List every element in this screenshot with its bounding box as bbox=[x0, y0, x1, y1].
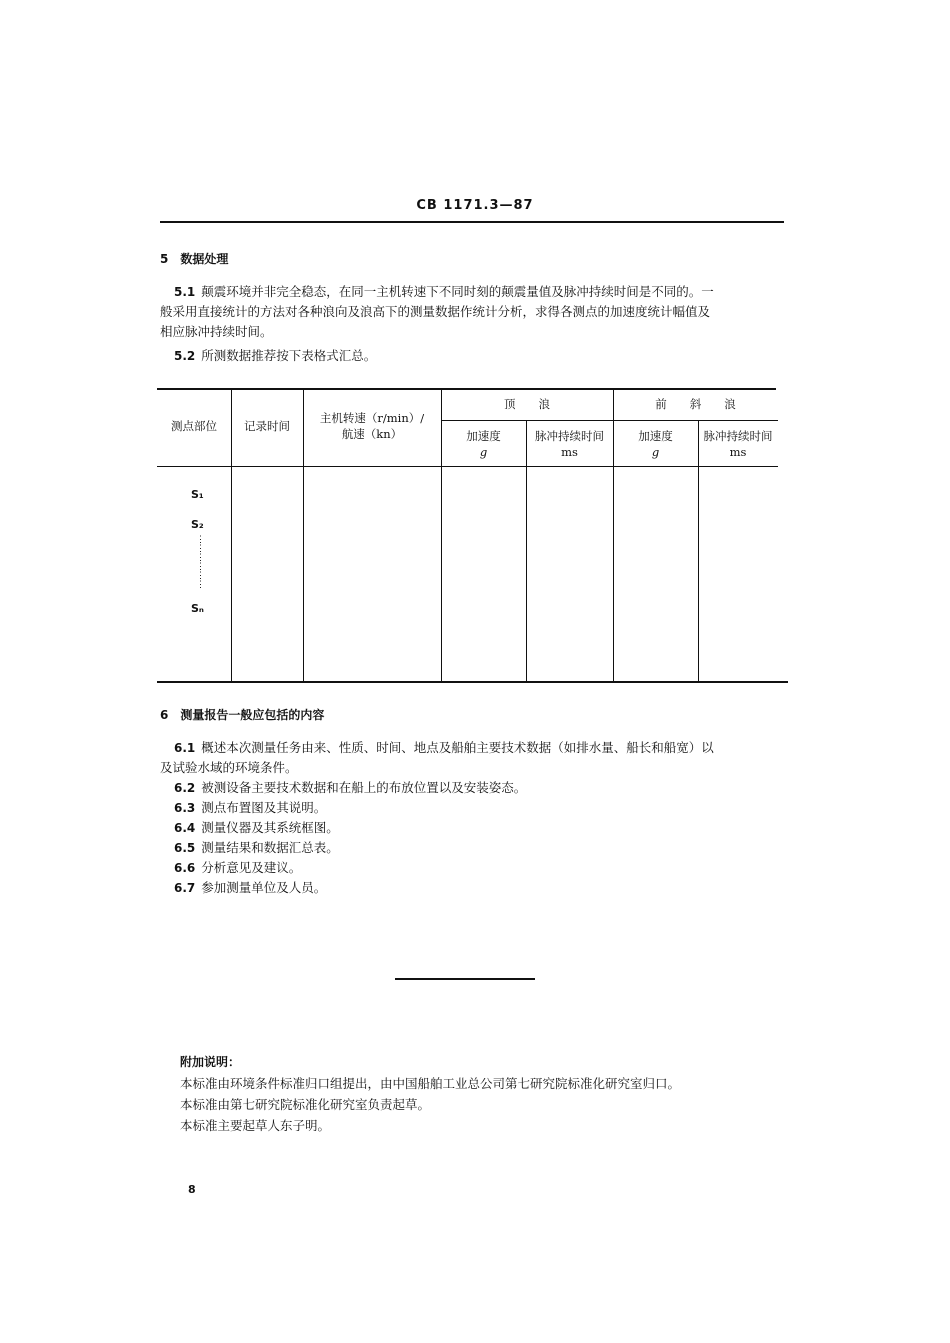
item-number: 6.5 bbox=[174, 841, 196, 855]
item-number: 6.2 bbox=[174, 781, 196, 795]
table-subheader-rule bbox=[441, 420, 778, 421]
notes-line: 本标准由第七研究院标准化研究室负责起草。 bbox=[180, 1097, 431, 1112]
item-number: 6.7 bbox=[174, 881, 196, 895]
pulse-label: 脉冲持续时间 bbox=[535, 429, 604, 443]
table-header-head-accel bbox=[441, 428, 526, 460]
item-number: 6.4 bbox=[174, 821, 196, 835]
table-header-head-sea: 顶 浪 bbox=[504, 397, 550, 411]
item-6-1-cont: 及试验水域的环境条件。 bbox=[160, 760, 298, 775]
item-6-7 bbox=[160, 878, 790, 898]
item-number: 6.6 bbox=[174, 861, 196, 875]
para-5-1-line2: 般采用直接统计的方法对各种浪向及浪高下的测量数据作统计分析，求得各测点的加速度统计幅值及 bbox=[160, 304, 711, 319]
item-text: 测量结果和数据汇总表。 bbox=[201, 840, 339, 855]
table-header-speed bbox=[303, 410, 441, 442]
table-bottom-rule bbox=[157, 681, 788, 683]
document-code: CB 1171.3—87 bbox=[416, 198, 534, 213]
item-text: 测点布置图及其说明。 bbox=[201, 800, 327, 815]
row-label-s1: S₁ bbox=[191, 488, 204, 501]
table-header-rule bbox=[157, 466, 778, 467]
table-header-bow-pulse bbox=[698, 428, 778, 460]
item-text: 测量仪器及其系统框图。 bbox=[201, 820, 339, 835]
item-text: 被测设备主要技术数据和在船上的布放位置以及安装姿态。 bbox=[201, 780, 527, 795]
accel-unit: g bbox=[651, 445, 660, 459]
table-top-rule bbox=[157, 388, 776, 390]
accel-label: 加速度 bbox=[638, 429, 673, 443]
table-header-speed-line1: 主机转速（r/min）/ bbox=[319, 411, 425, 425]
row-label-s2: S₂ bbox=[191, 518, 204, 531]
accel-unit: g bbox=[479, 445, 488, 459]
para-5-2 bbox=[174, 346, 376, 366]
para-5-1-line3: 相应脉冲持续时间。 bbox=[160, 324, 273, 339]
ellipsis-dots: ⋮ ⋮ ⋮ ⋮ ⋮ ⋮ bbox=[196, 535, 205, 590]
item-text: 概述本次测量任务由来、性质、时间、地点及船舶主要技术数据（如排水量、船长和船宽）以 bbox=[201, 740, 714, 755]
item-6-5 bbox=[160, 838, 790, 858]
item-6-2 bbox=[160, 778, 790, 798]
accel-label: 加速度 bbox=[466, 429, 501, 443]
item-6-1 bbox=[160, 738, 790, 758]
item-6-3 bbox=[160, 798, 790, 818]
section-5-title: 5 数据处理 bbox=[160, 252, 229, 266]
notes-line: 本标准主要起草人东子明。 bbox=[180, 1118, 331, 1133]
additional-notes bbox=[180, 1052, 780, 1136]
item-text: 分析意见及建议。 bbox=[201, 860, 302, 875]
item-number: 6.3 bbox=[174, 801, 196, 815]
pulse-unit: ms bbox=[729, 445, 747, 459]
end-rule bbox=[395, 978, 535, 980]
table-header-head-pulse bbox=[526, 428, 613, 460]
table-header-point: 测点部位 bbox=[171, 419, 217, 433]
para-5-1 bbox=[160, 282, 790, 342]
table-header-speed-line2: 航速（kn） bbox=[341, 427, 403, 441]
notes-title: 附加说明： bbox=[180, 1055, 241, 1069]
table-header-time: 记录时间 bbox=[244, 419, 290, 433]
para-5-1-number: 5.1 bbox=[174, 285, 196, 299]
pulse-label: 脉冲持续时间 bbox=[703, 429, 773, 443]
table-header-bow-sea: 前 斜 浪 bbox=[655, 397, 736, 411]
para-5-2-text: 所测数据推荐按下表格式汇总。 bbox=[201, 348, 377, 363]
pulse-unit: ms bbox=[561, 445, 578, 459]
item-number: 6.1 bbox=[174, 741, 196, 755]
page-number: 8 bbox=[188, 1183, 196, 1196]
section-6-title: 6 测量报告一般应包括的内容 bbox=[160, 708, 325, 722]
item-6-6 bbox=[160, 858, 790, 878]
row-label-sn: Sₙ bbox=[191, 602, 204, 615]
notes-line: 本标准由环境条件标准归口组提出，由中国船舶工业总公司第七研究院标准化研究室归口。 bbox=[180, 1076, 681, 1091]
para-5-2-number: 5.2 bbox=[174, 349, 196, 363]
header-rule bbox=[160, 221, 784, 223]
item-6-4 bbox=[160, 818, 790, 838]
para-5-1-line1: 颠震环境并非完全稳态，在同一主机转速下不同时刻的颠震量值及脉冲持续时间是不同的。一 bbox=[201, 284, 714, 299]
section-6-list bbox=[160, 738, 790, 898]
table-header-bow-accel bbox=[613, 428, 698, 460]
item-text: 参加测量单位及人员。 bbox=[201, 880, 327, 895]
